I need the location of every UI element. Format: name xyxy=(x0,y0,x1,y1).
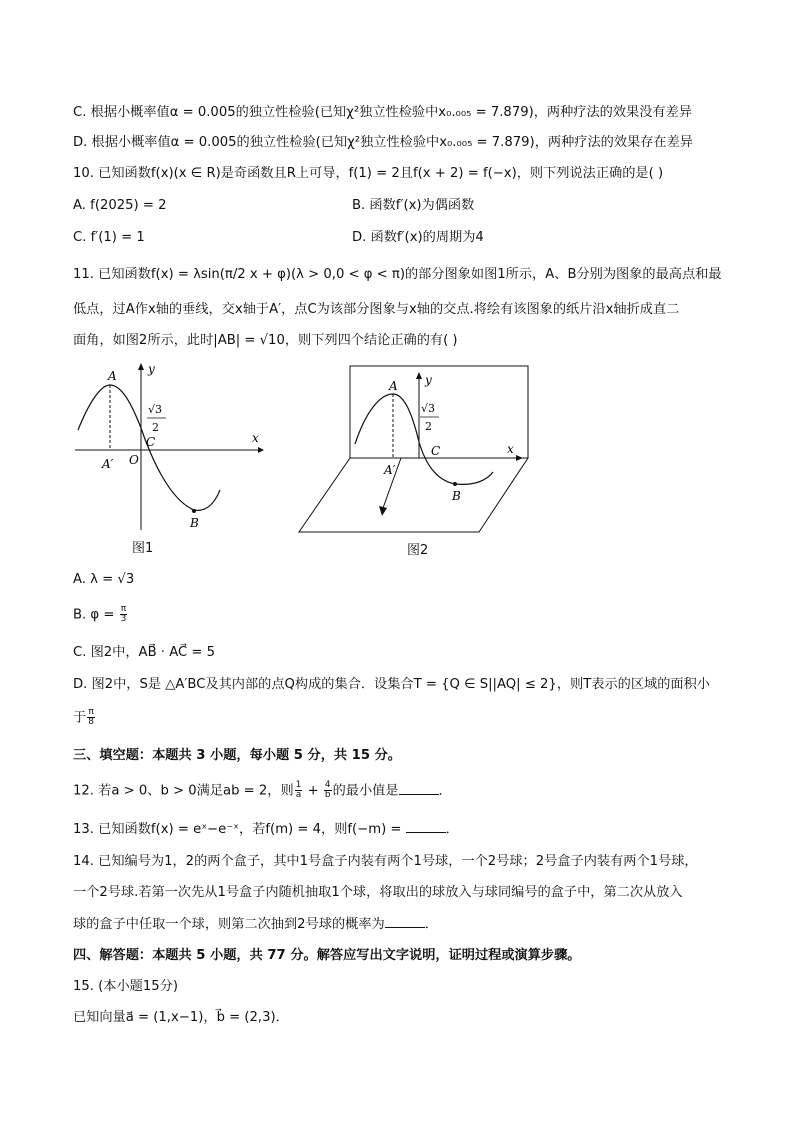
q12-answer-blank[interactable] xyxy=(399,782,439,795)
q14-period: ． xyxy=(424,917,438,932)
q11-option-d-line1: D. 图2中，S是 △A′BC及其内部的点Q构成的集合．设集合T = {Q ∈ S||AQ| ≤ 2}，则T表示的区域的面积小 xyxy=(73,677,710,692)
q10-option-d: D. 函数f′(x)的周期为4 xyxy=(352,230,484,245)
fig2-label-b: B xyxy=(452,489,461,503)
q11-option-c: C. 图2中，AB⃗ · AC⃗ = 5 xyxy=(73,645,216,660)
q11-stem-line1: 11. 已知函数f(x) = λsin(π/2 x + φ)(λ > 0,0 < φ < π)的部分图象如图1所示，A、B分别为图象的最高点和最 xyxy=(73,267,722,282)
fig2-x-arrow xyxy=(516,455,523,461)
q11-option-d-line2 xyxy=(73,708,96,728)
fig2-oblique-arrow xyxy=(379,506,387,516)
q11-stem-line2: 低点，过A作x轴的垂线，交x轴于A′，点C为该部分图象与x轴的交点.将绘有该图象的纸片沿x轴折成直二 xyxy=(73,302,680,317)
q11-option-d-den: 8 xyxy=(88,717,94,727)
fig1-label-b: B xyxy=(190,516,199,530)
q12-suffix: 的最小值是 xyxy=(332,783,399,799)
q10-option-c: C. f′(1) = 1 xyxy=(73,230,145,245)
fig2-label-c: C xyxy=(431,444,441,458)
figure-2-graph xyxy=(295,362,535,537)
fig2-label-two: 2 xyxy=(425,420,432,433)
q11-option-b-den: 3 xyxy=(120,614,127,624)
q12-plus: + xyxy=(303,783,323,799)
fig1-label-c: C xyxy=(146,435,156,449)
q10-option-b: B. 函数f′(x)为偶函数 xyxy=(352,198,475,213)
fig1-label-y: y xyxy=(148,362,155,376)
fig1-label-sqrt3: √3 xyxy=(148,403,163,416)
q13-period: ． xyxy=(445,822,459,837)
q11-option-a: A. λ = √3 xyxy=(73,572,135,587)
fig2-point-b xyxy=(453,482,457,486)
q10-option-a: A. f(2025) = 2 xyxy=(73,198,167,213)
figure-1-graph xyxy=(70,360,270,535)
q11-option-d-fraction xyxy=(87,708,95,727)
q15-title: 15. (本小题15分) xyxy=(73,979,178,994)
q11-option-d-prefix: 于 xyxy=(73,710,87,726)
fig1-label-a-prime: A′ xyxy=(102,457,114,471)
fig1-label-two: 2 xyxy=(152,421,159,434)
figure-2-caption: 图2 xyxy=(407,543,429,558)
q14-line2: 一个2号球.若第一次先从1号盒子内随机抽取1个球，将取出的球放入与球同编号的盒子中，第二次从放入 xyxy=(73,885,683,900)
fig1-label-x: x xyxy=(252,431,259,445)
fig2-label-x: x xyxy=(507,442,514,456)
fig1-label-a: A xyxy=(108,369,117,383)
section-3-heading: 三、填空题：本题共 3 小题，每小题 5 分，共 15 分。 xyxy=(73,748,401,763)
fig2-label-sqrt3: √3 xyxy=(421,402,436,415)
fig2-label-a: A xyxy=(389,379,398,393)
fig1-x-arrow xyxy=(258,447,264,453)
q11-option-b xyxy=(73,605,128,625)
q13-answer-blank[interactable] xyxy=(406,820,446,833)
q12-fraction-2 xyxy=(324,781,332,800)
fig2-y-arrow xyxy=(416,372,422,379)
q9-option-c: C. 根据小概率值α = 0.005的独立性检验(已知χ²独立性检验中x₀.₀₀₅ = 7.879)，两种疗法的效果没有差异 xyxy=(73,105,692,120)
q14-line1: 14. 已知编号为1，2的两个盒子，其中1号盒子内装有两个1号球，一个2号球；2号盒子内装有两个1号球， xyxy=(73,854,698,869)
q12-fraction-1 xyxy=(295,781,303,800)
q13-line xyxy=(73,820,459,839)
q12-f1-den: a xyxy=(295,790,302,800)
q12-f2-den: b xyxy=(324,790,331,800)
q11-stem-line3: 面角，如图2所示，此时|AB| = √10，则下列四个结论正确的有( ) xyxy=(73,333,458,348)
q11-option-b-num: π xyxy=(120,604,127,614)
q11-option-b-prefix: B. φ = xyxy=(73,607,115,623)
fig2-label-a-prime: A′ xyxy=(384,463,396,477)
q14-text: 球的盒子中任取一个球，则第二次抽到2号球的概率为 xyxy=(73,917,385,932)
q14-answer-blank[interactable] xyxy=(385,915,425,928)
fig2-label-y: y xyxy=(425,373,432,387)
q12-period: ． xyxy=(438,783,452,799)
section-4-heading: 四、解答题：本题共 5 小题，共 77 分。解答应写出文字说明，证明过程或演算步骤。 xyxy=(73,948,581,963)
q12-prefix: 12. 若a > 0、b > 0满足ab = 2，则 xyxy=(73,783,294,799)
figure-1-caption: 图1 xyxy=(132,541,154,556)
q14-line3 xyxy=(73,915,438,934)
q9-option-d: D. 根据小概率值α = 0.005的独立性检验(已知χ²独立性检验中x₀.₀₀₅ = 7.879)，两种疗法的效果存在差异 xyxy=(73,135,693,150)
q12-line xyxy=(73,781,452,801)
q15-text: 已知向量a⃗ = (1,x−1)，b⃗ = (2,3)． xyxy=(73,1010,289,1025)
q13-text: 13. 已知函数f(x) = eˣ−e⁻ˣ，若f(m) = 4，则f(−m) = xyxy=(73,822,406,837)
q12-f1-num: 1 xyxy=(295,780,302,790)
q10-stem: 10. 已知函数f(x)(x ∈ R)是奇函数且R上可导，f(1) = 2且f(x + 2) = f(−x)，则下列说法正确的是( ) xyxy=(73,166,664,181)
q12-f2-num: 4 xyxy=(324,780,331,790)
q11-option-d-num: π xyxy=(88,707,94,717)
fig1-label-o: O xyxy=(129,453,139,467)
fig1-y-arrow xyxy=(138,363,144,370)
fig1-point-b xyxy=(192,509,196,513)
q11-option-b-fraction xyxy=(120,605,128,624)
fig2-horizontal-plane xyxy=(299,458,528,532)
